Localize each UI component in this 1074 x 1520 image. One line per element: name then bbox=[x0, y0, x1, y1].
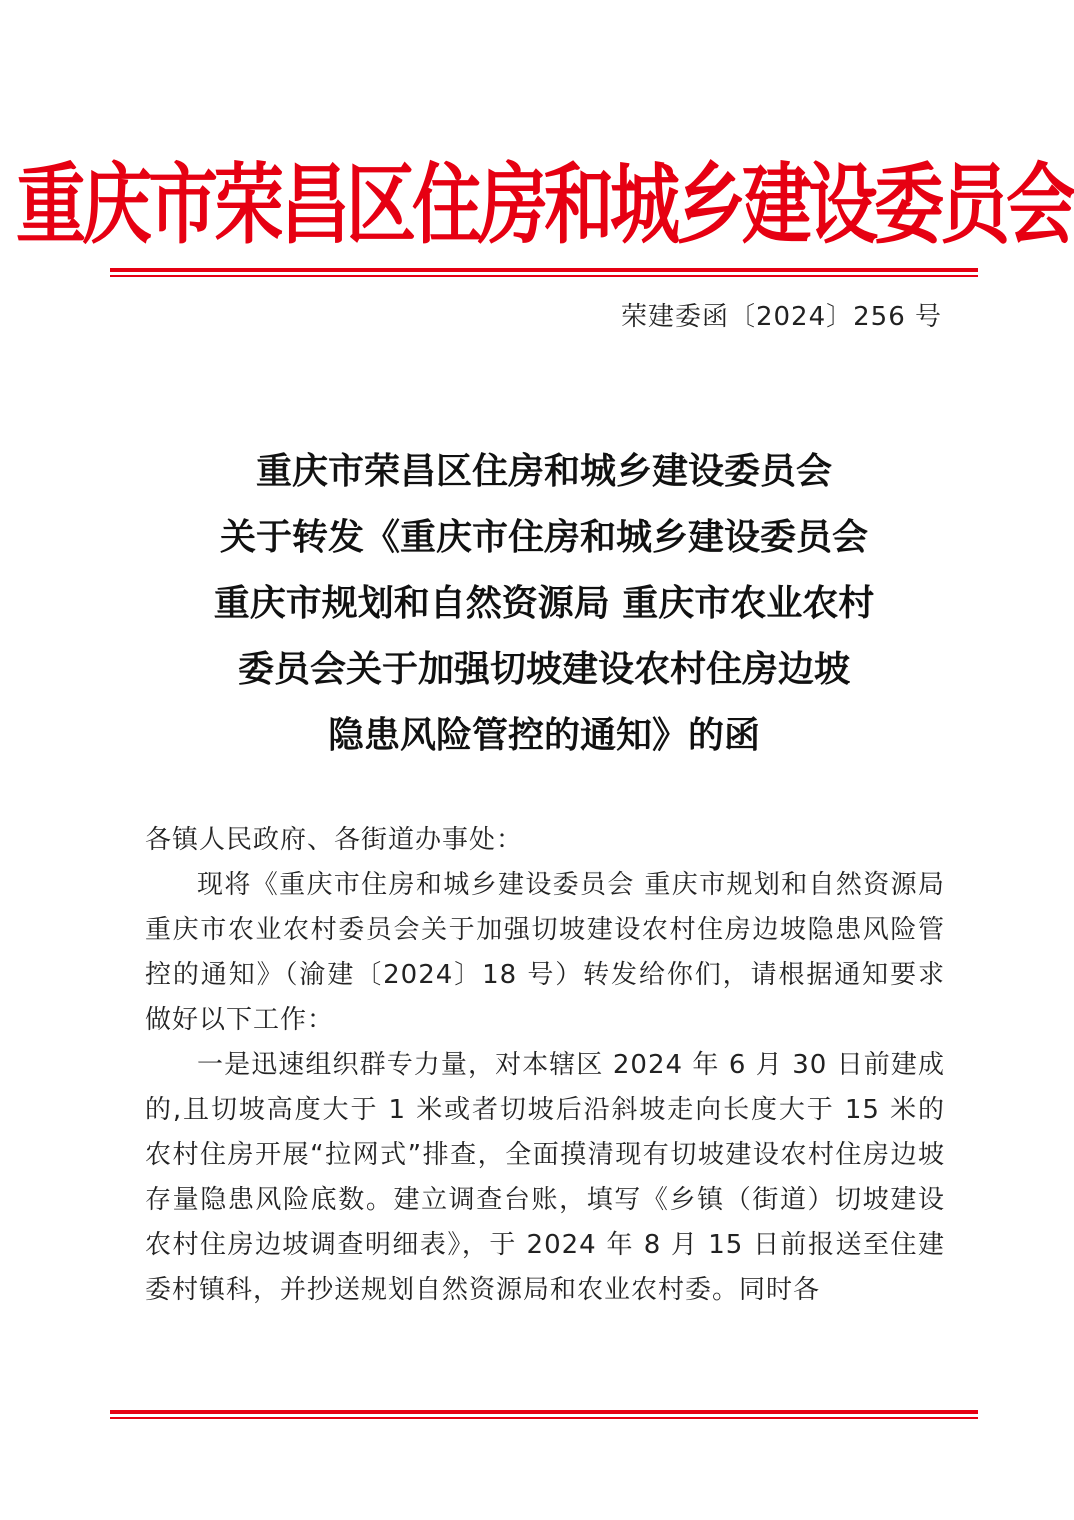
footer-divider bbox=[110, 1410, 978, 1419]
header-divider bbox=[110, 268, 978, 277]
header-divider-thick bbox=[110, 268, 978, 272]
title-line: 委员会关于加强切坡建设农村住房边坡 bbox=[237, 648, 850, 690]
footer-divider-thick bbox=[110, 1410, 978, 1414]
addressee: 各镇人民政府、各街道办事处： bbox=[145, 825, 524, 855]
organization-header: 重庆市荣昌区住房和城乡建设委员会 bbox=[16, 152, 1072, 257]
body-paragraph: 一是迅速组织群专力量，对本辖区 2024 年 6 月 30 日前建成的,且切坡高度大于 1 米或者切坡后沿斜坡走向长度大于 15 米的农村住房开展“拉网式”排查，全面摸清现有切坡建设农村住房边坡存量隐患风险底数。建立调查台账，填写《乡镇（街道）切坡建设农村住房边坡调查明细表》，于 2024 年 8 月 15 日前报送至住建委村镇科，并抄送规划自然资源局和农业农村委。同时各 bbox=[145, 1050, 945, 1305]
title-line: 隐患风险管控的通知》的函 bbox=[327, 714, 760, 756]
footer-divider-thin bbox=[110, 1417, 978, 1419]
document-title bbox=[110, 438, 978, 768]
title-line: 重庆市荣昌区住房和城乡建设委员会 bbox=[255, 450, 832, 492]
document-body bbox=[145, 818, 945, 1313]
title-line: 重庆市规划和自然资源局 重庆市农业农村 bbox=[213, 582, 875, 624]
body-paragraph: 现将《重庆市住房和城乡建设委员会 重庆市规划和自然资源局 重庆市农业农村委员会关于加强切坡建设农村住房边坡隐患风险管控的通知》（渝建〔2024〕18 号）转发给你们，请根据通知要求做好以下工作： bbox=[145, 870, 945, 1035]
document-number: 荣建委函〔2024〕256 号 bbox=[620, 302, 942, 332]
title-line: 关于转发《重庆市住房和城乡建设委员会 bbox=[219, 516, 868, 558]
header-divider-thin bbox=[110, 275, 978, 277]
